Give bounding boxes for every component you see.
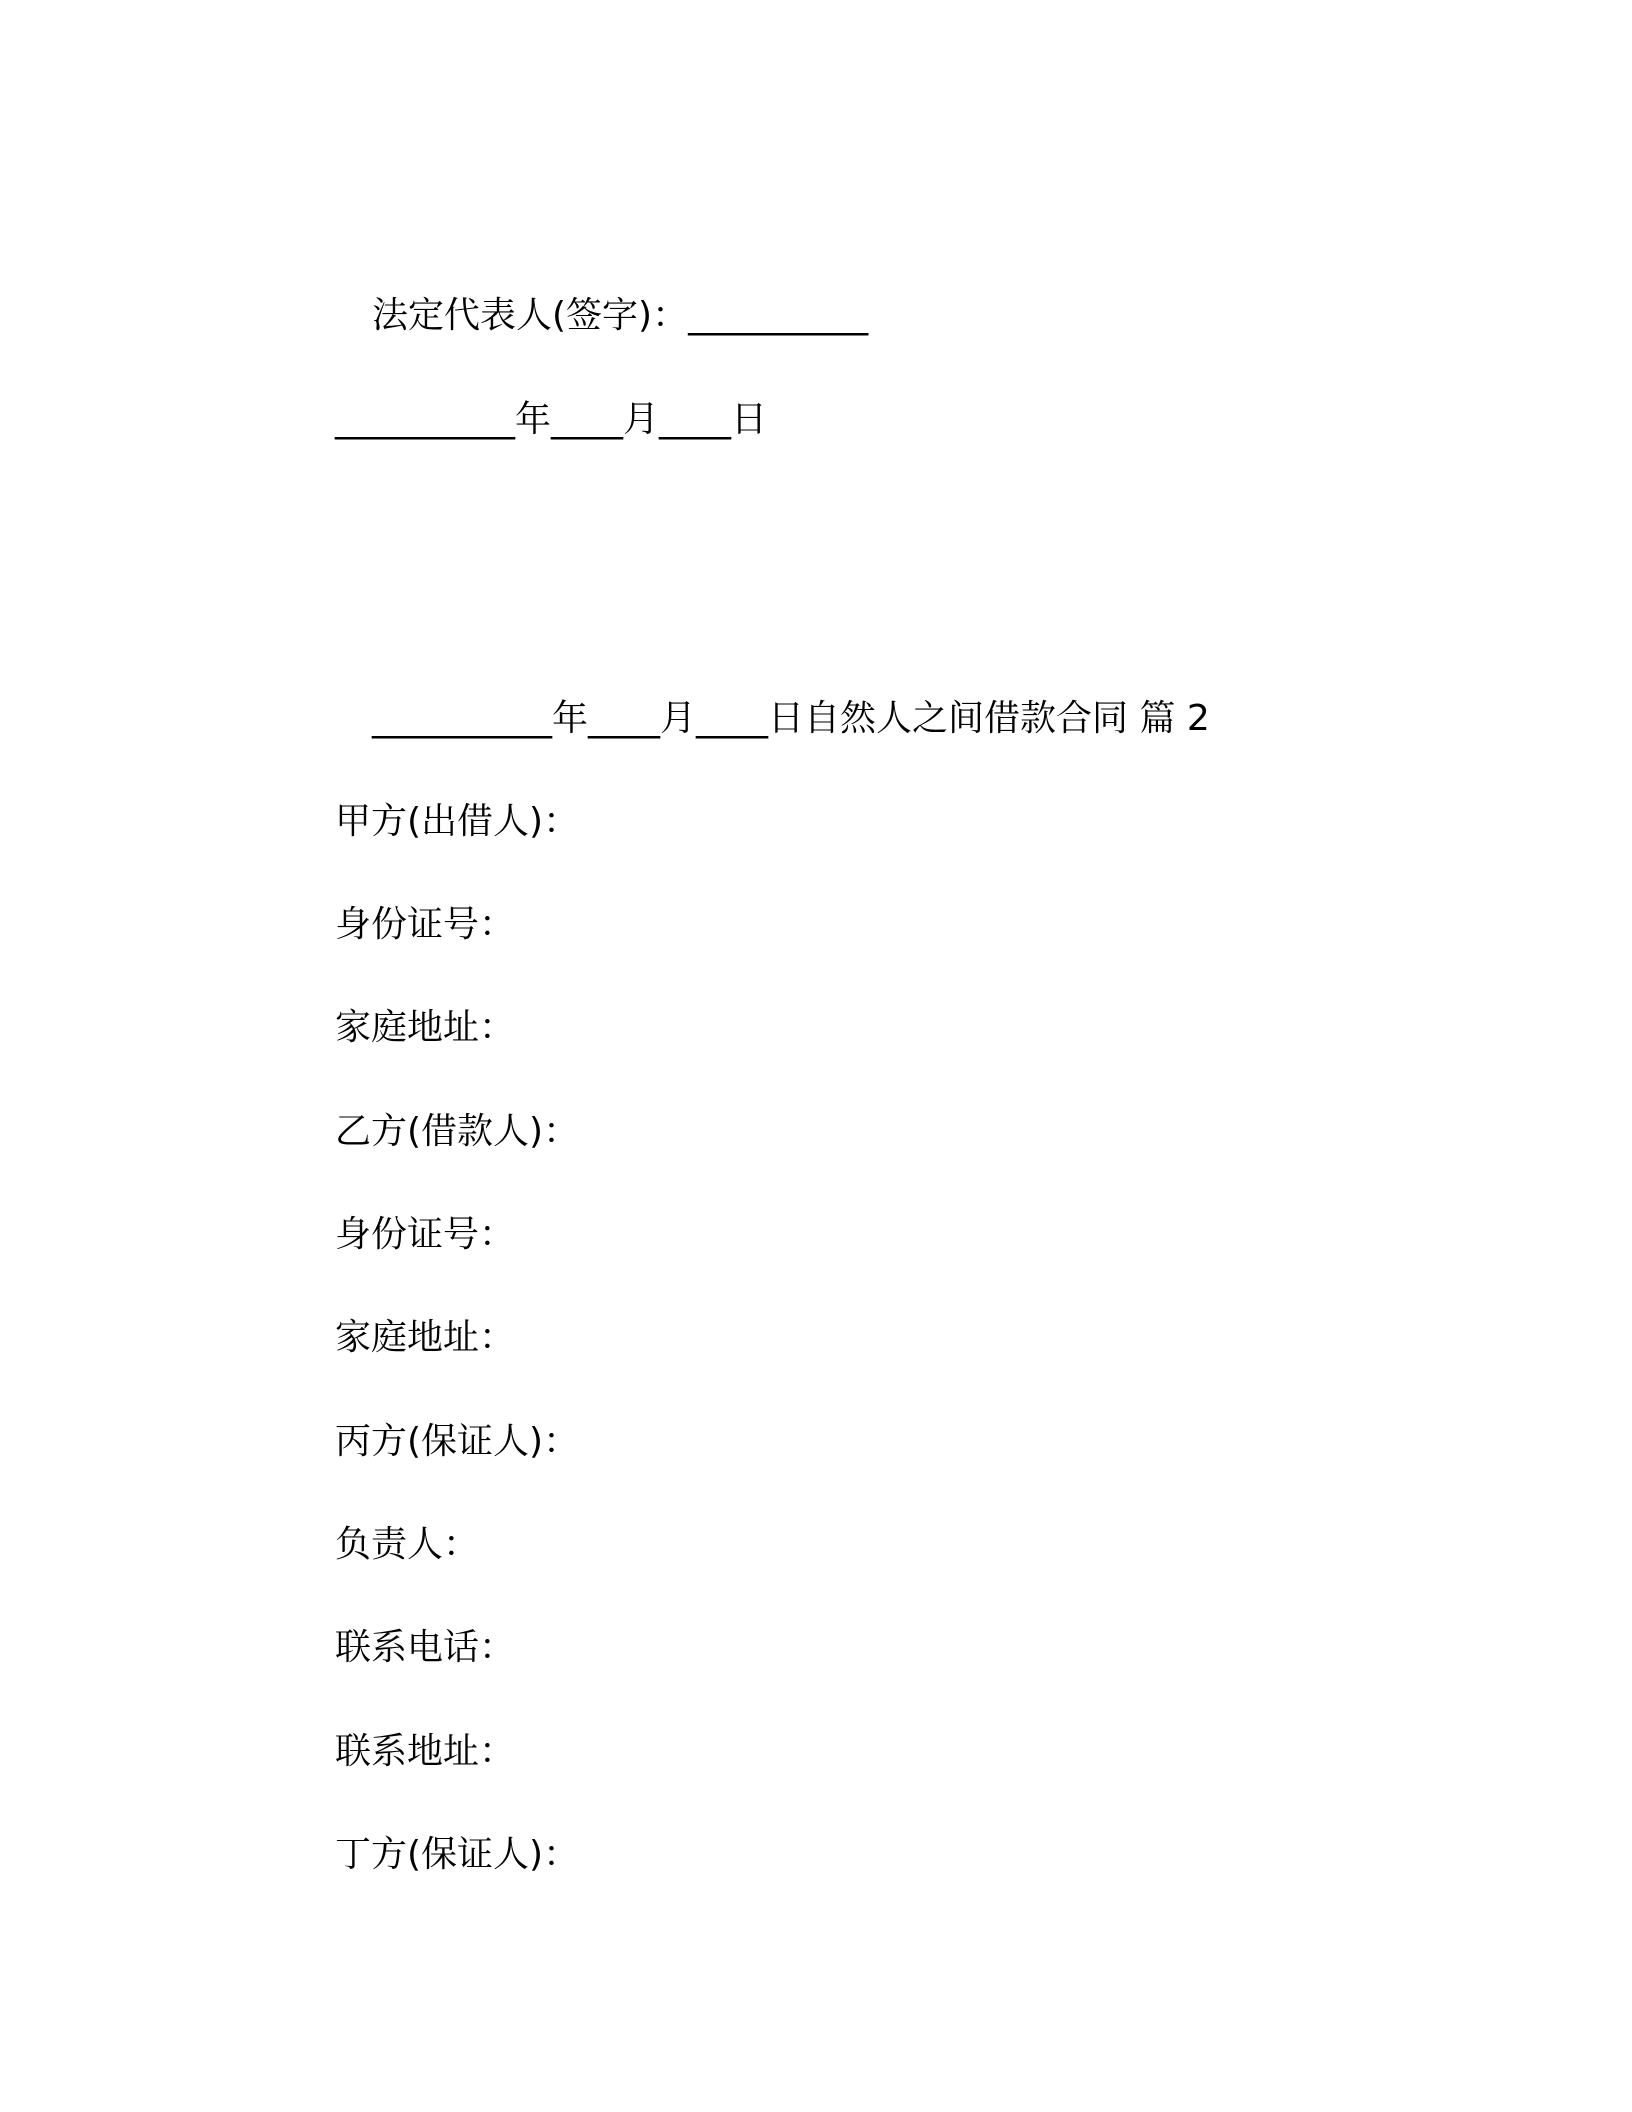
party-b-id-number-label: 身份证号： (335, 1214, 516, 1255)
party-b-home-address-label: 家庭地址： (335, 1317, 516, 1358)
party-c-responsible-person-label: 负责人： (335, 1524, 480, 1565)
party-c-contact-address-label: 联系地址： (335, 1731, 516, 1772)
signature-date-line: __________年____月____日 (335, 399, 767, 440)
party-c-guarantor-label: 丙方(保证人)： (335, 1421, 580, 1462)
legal-representative-signature-line: 法定代表人(签字)：__________ (372, 295, 869, 336)
party-b-borrower-label: 乙方(借款人)： (335, 1111, 580, 1152)
party-a-home-address-label: 家庭地址： (335, 1007, 516, 1048)
party-c-phone-label: 联系电话： (335, 1627, 516, 1668)
contract-title: __________年____月____日自然人之间借款合同 篇 2 (372, 698, 1210, 739)
party-a-lender-label: 甲方(出借人)： (335, 801, 580, 842)
party-a-id-number-label: 身份证号： (335, 904, 516, 945)
party-d-guarantor-label: 丁方(保证人)： (335, 1834, 580, 1875)
